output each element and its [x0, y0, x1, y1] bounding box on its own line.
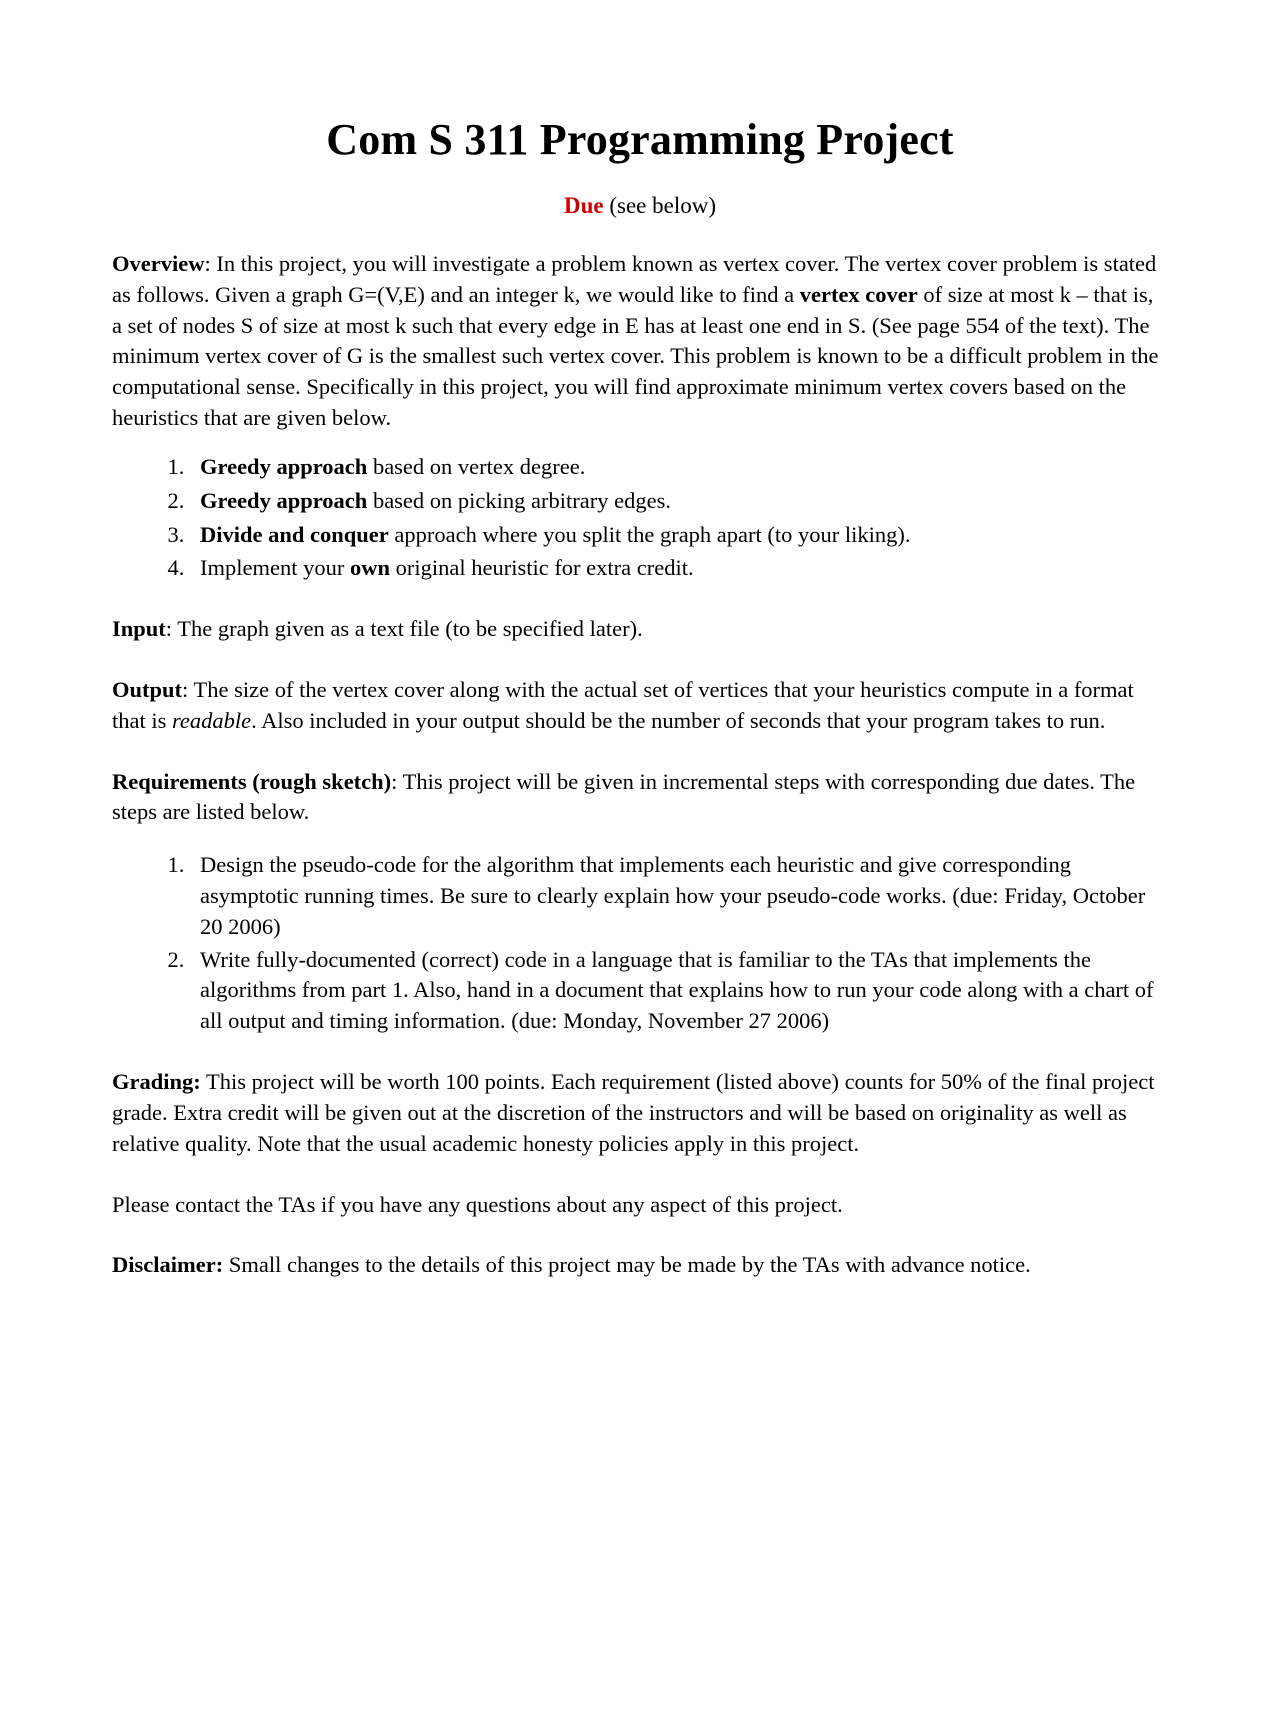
list-item [190, 553, 1168, 584]
grading-label: Grading: [112, 1069, 201, 1095]
requirements-text: : This project will be given in incremental steps with corresponding due dates. The steps are listed below. [112, 768, 1136, 825]
input-label: Input [112, 616, 166, 642]
contact-paragraph: Please contact the TAs if you have any questions about any aspect of this project. [112, 1191, 843, 1217]
heuristics-list [112, 452, 1168, 584]
overview-label: Overview [112, 251, 205, 276]
heuristic-bold: own [349, 555, 390, 581]
requirements-label: Requirements (rough sketch) [112, 768, 392, 794]
grading-paragraph [112, 1067, 1168, 1159]
heuristic-bold: Divide and conquer [200, 521, 389, 547]
grading-text: This project will be worth 100 points. Each requirement (listed above) counts for 50% of the final project grade. Extra credit will be given out at the discretion of the instructors and will be based on originality as well as relative quality. Note that the usual academic honesty policies apply in this project. [112, 1069, 1155, 1156]
due-label: Due [563, 193, 604, 218]
overview-bold-term: vertex cover [799, 281, 918, 307]
output-paragraph [112, 675, 1168, 737]
list-item [190, 486, 1168, 517]
heuristic-pre: Implement your [200, 555, 350, 581]
disclaimer-label: Disclaimer: [112, 1252, 224, 1278]
page-bottom-spacer [112, 1281, 1168, 1661]
disclaimer-text: Small changes to the details of this project may be made by the TAs with advance notice. [223, 1252, 1031, 1278]
disclaimer-paragraph [112, 1250, 1168, 1281]
overview-paragraph [112, 249, 1168, 434]
heuristic-rest: based on vertex degree. [367, 453, 586, 479]
heuristic-bold: Greedy approach [200, 453, 368, 479]
heuristic-rest: original heuristic for extra credit. [389, 555, 694, 581]
output-italic-term: readable [172, 707, 252, 733]
heuristic-rest: based on picking arbitrary edges. [367, 487, 671, 513]
output-text-2: . Also included in your output should be the number of seconds that your program takes to run. [251, 707, 1106, 733]
list-item: 2. Write fully-documented (correct) code in a language that is familiar to the TAs that implements the algorithms from part 1. Also, hand in a document that explains how to run your code along with a chart of all output and timing information. (due: Monday, November 27 2006) [190, 945, 1168, 1037]
heuristic-bold: Greedy approach [200, 487, 368, 513]
input-paragraph [112, 614, 1168, 645]
page-title: Com S 311 Programming Project [326, 115, 954, 164]
list-item [190, 452, 1168, 483]
list-item [190, 520, 1168, 551]
input-text: : The graph given as a text file (to be specified later). [165, 616, 643, 642]
requirements-list [112, 850, 1168, 1037]
overview-text-2: of size at most k – that is, a set of nodes S of size at most k such that every edge in E has at least one end in S. (See page 554 of the text). The minimum vertex cover of G is the smallest such vertex cover. This problem is known to be a difficult problem in the computational sense. Specifically in this project, you will find approximate minimum vertex covers based on the heuristics that are given below. [112, 281, 1159, 431]
output-text-1: : The size of the vertex cover along with the actual set of vertices that your heuristics compute in a format that is [112, 676, 1134, 733]
list-item: 1. Design the pseudo-code for the algorithm that implements each heuristic and give corresponding asymptotic running times. Be sure to clearly explain how your pseudo-code works. (due: Friday, October 20 2006) [190, 850, 1168, 942]
due-note: (see below) [603, 193, 717, 218]
requirements-paragraph [112, 767, 1168, 829]
due-line [112, 193, 1168, 219]
heuristic-rest: approach where you split the graph apart (to your liking). [388, 521, 911, 547]
output-label: Output [112, 676, 183, 702]
overview-text-1: : In this project, you will investigate a problem known as vertex cover. The vertex cover problem is stated as follows. Given a graph G=(V,E) and an integer k, we would like to find a [112, 251, 1157, 307]
